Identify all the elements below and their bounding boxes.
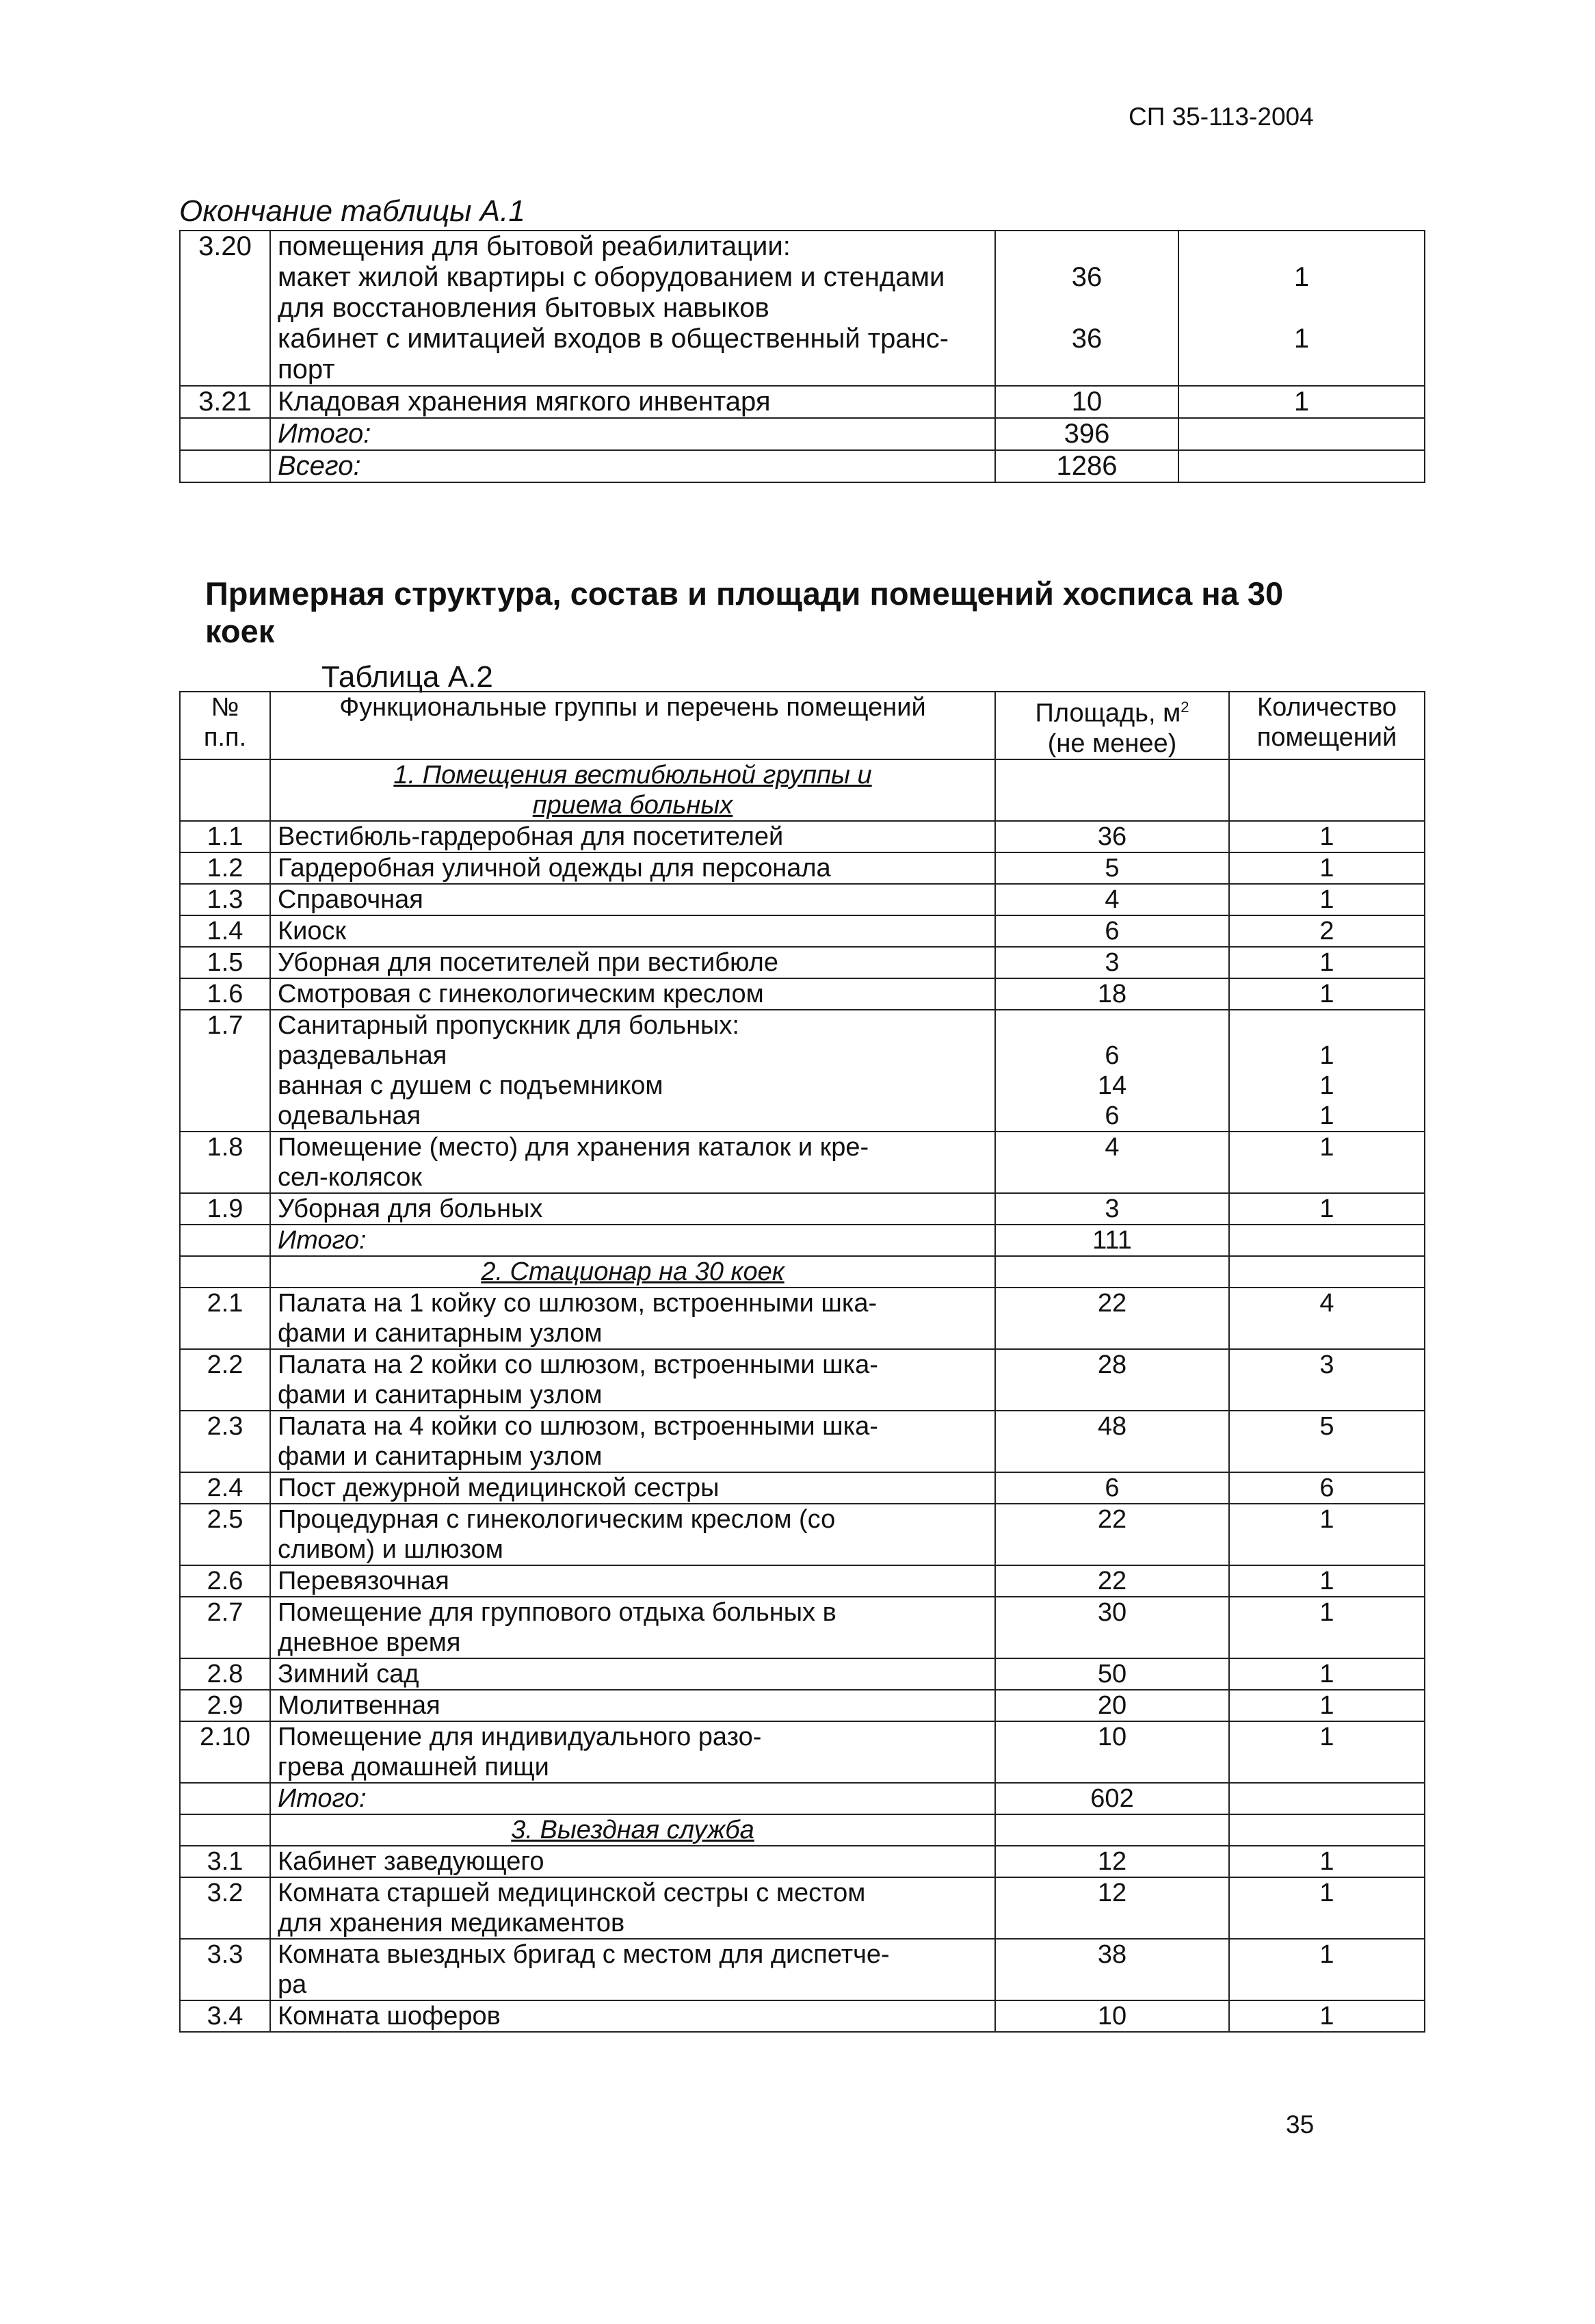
cell-line: 14 xyxy=(1097,1071,1127,1100)
cell-line: для восстановления бытовых навыков xyxy=(278,293,769,323)
cell-line: 4 xyxy=(1105,1132,1120,1162)
empty-cell xyxy=(995,1814,1229,1846)
empty-cell xyxy=(995,1256,1229,1288)
row-number: 3.1 xyxy=(180,1846,270,1877)
room-count xyxy=(1229,1565,1425,1597)
room-area xyxy=(995,1411,1229,1472)
cell-line: раздевальная xyxy=(278,1041,447,1070)
cell-line: 48 xyxy=(1097,1411,1127,1441)
cell-line: 20 xyxy=(1097,1690,1127,1720)
cell-line xyxy=(996,1628,1228,1658)
cell-line: 12 xyxy=(1097,1878,1127,1907)
cell-line: Зимний сад xyxy=(278,1659,419,1688)
cell-line: 1 xyxy=(1293,387,1310,417)
cell-line xyxy=(1230,1628,1424,1658)
room-name xyxy=(270,1349,995,1411)
room-area xyxy=(995,1721,1229,1783)
room-area xyxy=(995,231,1178,386)
row-number: 2.6 xyxy=(180,1565,270,1597)
empty-cell xyxy=(180,418,270,450)
cell-line xyxy=(1179,354,1424,385)
table-row xyxy=(180,1690,1425,1721)
room-count xyxy=(1229,1690,1425,1721)
grand-total-row xyxy=(180,450,1425,482)
table-row xyxy=(180,2000,1425,2032)
empty-cell xyxy=(1229,1225,1425,1256)
cell-line xyxy=(1230,1752,1424,1782)
room-name xyxy=(270,231,995,386)
room-count xyxy=(1229,2000,1425,2032)
row-number: 3.20 xyxy=(180,231,270,386)
room-count xyxy=(1229,821,1425,852)
table-row xyxy=(180,884,1425,915)
cell-line: Вестибюль-гардеробная для посетителей xyxy=(278,822,784,851)
row-number: 2.2 xyxy=(180,1349,270,1411)
table-a1-continuation-caption: Окончание таблицы А.1 xyxy=(179,194,525,228)
cell-line: 12 xyxy=(1097,1846,1127,1876)
cell-line: 1 xyxy=(1319,1878,1334,1907)
cell-line: 4 xyxy=(1105,885,1120,914)
room-name xyxy=(270,1411,995,1472)
cell-line: Гардеробная уличной одежды для персонала xyxy=(278,853,831,883)
cell-line: 6 xyxy=(1105,916,1120,945)
subtotal-row xyxy=(180,1225,1425,1256)
room-count xyxy=(1229,1721,1425,1783)
cell-line: 6 xyxy=(1105,1101,1120,1130)
row-number: 1.6 xyxy=(180,978,270,1010)
room-area xyxy=(995,1472,1229,1504)
cell-line: 3 xyxy=(1105,1194,1120,1223)
cell-line: для хранения медикаментов xyxy=(278,1908,625,1937)
cell-line xyxy=(1230,1318,1424,1348)
room-name xyxy=(270,1846,995,1877)
cell-line: 1 xyxy=(1319,1504,1334,1534)
table-a1-end xyxy=(179,230,1425,483)
cell-line xyxy=(1230,1908,1424,1938)
cell-line: 1 xyxy=(1293,324,1310,354)
room-count xyxy=(1229,1877,1425,1939)
row-number: 2.5 xyxy=(180,1504,270,1565)
header-num: № п.п. xyxy=(180,692,270,759)
cell-line xyxy=(1230,1380,1424,1410)
cell-line: Перевязочная xyxy=(278,1566,449,1595)
room-count xyxy=(1178,231,1425,386)
table-row xyxy=(180,1472,1425,1504)
room-area xyxy=(995,1565,1229,1597)
empty-cell xyxy=(180,1225,270,1256)
cell-line: Уборная для больных xyxy=(278,1194,543,1223)
group-title: 3. Выездная служба xyxy=(270,1814,995,1846)
room-name xyxy=(270,1288,995,1349)
cell-line: Помещение для группового отдыха больных в xyxy=(278,1597,836,1627)
cell-line xyxy=(996,293,1178,324)
room-name xyxy=(270,978,995,1010)
cell-line: 1 xyxy=(1319,1846,1334,1876)
cell-line: 1 xyxy=(1319,1041,1334,1070)
cell-line: Комната шоферов xyxy=(278,2001,501,2031)
cell-line: 1 xyxy=(1319,853,1334,883)
cell-line xyxy=(996,1535,1228,1565)
cell-line xyxy=(996,1908,1228,1938)
cell-line: ванная с душем с подъемником xyxy=(278,1071,663,1100)
room-count xyxy=(1229,1472,1425,1504)
room-area xyxy=(995,852,1229,884)
cell-line: 1 xyxy=(1319,1690,1334,1720)
room-name xyxy=(270,852,995,884)
cell-line: 1 xyxy=(1319,1194,1334,1223)
table-row xyxy=(180,1349,1425,1411)
row-number: 2.3 xyxy=(180,1411,270,1472)
table-row xyxy=(180,386,1425,418)
room-name xyxy=(270,1132,995,1193)
cell-line xyxy=(996,231,1178,262)
table-row xyxy=(180,1877,1425,1939)
room-count xyxy=(1229,1288,1425,1349)
room-count xyxy=(1229,1597,1425,1658)
cell-line: 1 xyxy=(1319,1722,1334,1751)
cell-line: 50 xyxy=(1097,1659,1127,1688)
room-area xyxy=(995,947,1229,978)
cell-line: 10 xyxy=(1097,1722,1127,1751)
table-row xyxy=(180,1411,1425,1472)
cell-line xyxy=(996,1380,1228,1410)
cell-line xyxy=(996,1318,1228,1348)
cell-line: 36 xyxy=(1071,324,1103,354)
page-number: 35 xyxy=(1286,2111,1315,2139)
cell-line: Палата на 4 койки со шлюзом, встроенными шка- xyxy=(278,1411,878,1441)
table-row xyxy=(180,1846,1425,1877)
empty-cell xyxy=(180,450,270,482)
cell-line xyxy=(1179,231,1424,262)
row-number: 2.7 xyxy=(180,1597,270,1658)
cell-line: Справочная xyxy=(278,885,423,914)
table-header-row xyxy=(180,692,1425,759)
table-row xyxy=(180,1010,1425,1132)
cell-line: 10 xyxy=(1097,2001,1127,2031)
total-label: Всего: xyxy=(270,450,995,482)
row-number: 2.4 xyxy=(180,1472,270,1504)
row-number: 1.7 xyxy=(180,1010,270,1132)
room-name xyxy=(270,1721,995,1783)
empty-cell xyxy=(180,1783,270,1814)
room-area xyxy=(995,915,1229,947)
room-name xyxy=(270,1472,995,1504)
room-name xyxy=(270,947,995,978)
cell-line: 1 xyxy=(1319,1597,1334,1627)
cell-line: 1 xyxy=(1319,1071,1334,1100)
table-row xyxy=(180,231,1425,386)
cell-line: грева домашней пищи xyxy=(278,1752,549,1781)
group-title: 2. Стационар на 30 коек xyxy=(270,1256,995,1288)
room-name xyxy=(270,386,995,418)
row-number: 3.2 xyxy=(180,1877,270,1939)
table-row xyxy=(180,1288,1425,1349)
cell-line: Пост дежурной медицинской сестры xyxy=(278,1473,720,1502)
cell-line: 5 xyxy=(1105,853,1120,883)
room-area xyxy=(995,1132,1229,1193)
group-title-row xyxy=(180,1256,1425,1288)
table-row xyxy=(180,978,1425,1010)
table-row xyxy=(180,1939,1425,2000)
empty-cell xyxy=(1229,759,1425,821)
row-number: 1.9 xyxy=(180,1193,270,1225)
room-count xyxy=(1229,1010,1425,1132)
cell-line: 22 xyxy=(1097,1566,1127,1595)
room-area xyxy=(995,1504,1229,1565)
cell-line: фами и санитарным узлом xyxy=(278,1318,603,1348)
total-value: 111 xyxy=(995,1225,1229,1256)
room-name xyxy=(270,1193,995,1225)
cell-line: 1 xyxy=(1319,2001,1334,2031)
cell-line xyxy=(996,354,1178,385)
cell-line: Комната выездных бригад с местом для диспетче- xyxy=(278,1940,890,1969)
cell-line: 6 xyxy=(1105,1041,1120,1070)
table-row xyxy=(180,852,1425,884)
cell-line xyxy=(996,1970,1228,2000)
row-number: 2.8 xyxy=(180,1658,270,1690)
table-row xyxy=(180,1132,1425,1193)
table-row xyxy=(180,1597,1425,1658)
table-row xyxy=(180,915,1425,947)
room-name xyxy=(270,1504,995,1565)
cell-line: Палата на 1 койку со шлюзом, встроенными шка- xyxy=(278,1288,878,1318)
row-number: 1.8 xyxy=(180,1132,270,1193)
cell-line xyxy=(996,1162,1228,1192)
cell-line: 6 xyxy=(1319,1473,1334,1502)
room-area xyxy=(995,1877,1229,1939)
cell-line: 1 xyxy=(1319,979,1334,1008)
cell-line xyxy=(996,1010,1228,1041)
cell-line: одевальная xyxy=(278,1101,421,1130)
room-count xyxy=(1229,1349,1425,1411)
empty-cell xyxy=(180,1256,270,1288)
room-area xyxy=(995,1349,1229,1411)
room-name xyxy=(270,1658,995,1690)
room-area xyxy=(995,386,1178,418)
row-number: 2.1 xyxy=(180,1288,270,1349)
table-a2-caption: Таблица А.2 xyxy=(321,660,493,694)
group-title-row xyxy=(180,759,1425,821)
room-area xyxy=(995,884,1229,915)
row-number: 3.4 xyxy=(180,2000,270,2032)
cell-line: 1 xyxy=(1319,1132,1334,1162)
total-value: 1286 xyxy=(995,450,1178,482)
room-count xyxy=(1229,1504,1425,1565)
room-name xyxy=(270,1690,995,1721)
room-name xyxy=(270,915,995,947)
cell-line: кабинет с имитацией входов в общественный транс- xyxy=(278,324,949,354)
cell-line: 3 xyxy=(1105,948,1120,977)
room-name xyxy=(270,1597,995,1658)
cell-line: Уборная для посетителей при вестибюле xyxy=(278,948,778,977)
cell-line xyxy=(1230,1970,1424,2000)
table-row xyxy=(180,1565,1425,1597)
cell-line xyxy=(1230,1441,1424,1472)
table-row xyxy=(180,1658,1425,1690)
room-name xyxy=(270,1010,995,1132)
room-name xyxy=(270,1939,995,2000)
cell-line: 36 xyxy=(1097,822,1127,851)
cell-line: 1 xyxy=(1319,1101,1334,1130)
table-a2 xyxy=(179,691,1425,2033)
table-row xyxy=(180,1193,1425,1225)
cell-line: Смотровая с гинекологическим креслом xyxy=(278,979,764,1008)
row-number: 2.9 xyxy=(180,1690,270,1721)
empty-cell xyxy=(1178,418,1425,450)
cell-line: 2 xyxy=(1319,916,1334,945)
total-label: Итого: xyxy=(270,1783,995,1814)
room-name xyxy=(270,1877,995,1939)
total-label: Итого: xyxy=(270,418,995,450)
table-row xyxy=(180,1504,1425,1565)
row-number: 1.5 xyxy=(180,947,270,978)
cell-line: помещения для бытовой реабилитации: xyxy=(278,231,791,261)
room-area xyxy=(995,1690,1229,1721)
room-count xyxy=(1229,1132,1425,1193)
cell-line xyxy=(1230,1162,1424,1192)
cell-line: ра xyxy=(278,1970,307,1999)
header-area: Площадь, $м^2$ (не менее) xyxy=(995,692,1229,759)
cell-line: 1 xyxy=(1319,885,1334,914)
empty-cell xyxy=(995,759,1229,821)
row-number: 3.21 xyxy=(180,386,270,418)
subtotal-row xyxy=(180,1783,1425,1814)
table-row xyxy=(180,947,1425,978)
cell-line: Процедурная с гинекологическим креслом (со xyxy=(278,1504,836,1534)
cell-line: Кладовая хранения мягкого инвентаря xyxy=(278,387,771,417)
group-title-row xyxy=(180,1814,1425,1846)
total-label: Итого: xyxy=(270,1225,995,1256)
room-area xyxy=(995,1846,1229,1877)
table-row xyxy=(180,1721,1425,1783)
cell-line: 1 xyxy=(1319,1659,1334,1688)
group-title: 1. Помещения вестибюльной группы и приема больных xyxy=(270,759,995,821)
cell-line: Помещение (место) для хранения каталок и кре- xyxy=(278,1132,869,1162)
room-count xyxy=(1229,1846,1425,1877)
cell-line: 1 xyxy=(1293,262,1310,292)
cell-line xyxy=(1230,1010,1424,1041)
room-name xyxy=(270,1565,995,1597)
header-count: Количество помещений xyxy=(1229,692,1425,759)
room-area xyxy=(995,821,1229,852)
cell-line: Помещение для индивидуального разо- xyxy=(278,1722,762,1751)
subtotal-row xyxy=(180,418,1425,450)
cell-line: Кабинет заведующего xyxy=(278,1846,544,1876)
cell-line: 3 xyxy=(1319,1350,1334,1379)
cell-line: 36 xyxy=(1071,262,1103,292)
cell-line: 1 xyxy=(1319,822,1334,851)
room-count xyxy=(1229,1939,1425,2000)
cell-line: Санитарный пропускник для больных: xyxy=(278,1010,739,1040)
cell-line: 22 xyxy=(1097,1288,1127,1318)
cell-line: 1 xyxy=(1319,1940,1334,1969)
room-name xyxy=(270,821,995,852)
room-count xyxy=(1229,1411,1425,1472)
row-number: 1.3 xyxy=(180,884,270,915)
room-area xyxy=(995,1288,1229,1349)
empty-cell xyxy=(1229,1783,1425,1814)
room-name xyxy=(270,2000,995,2032)
cell-line: 6 xyxy=(1105,1473,1120,1502)
cell-line: 5 xyxy=(1319,1411,1334,1441)
cell-line xyxy=(996,1441,1228,1472)
cell-line: порт xyxy=(278,354,335,384)
unit-superscript: 2 xyxy=(1181,698,1189,716)
cell-line: Комната старшей медицинской сестры с местом xyxy=(278,1878,866,1907)
cell-line: 4 xyxy=(1319,1288,1334,1318)
section-title: Примерная структура, состав и площади помещений хосписа на 30 коек xyxy=(205,575,1284,649)
cell-line: Палата на 2 койки со шлюзом, встроенными шка- xyxy=(278,1350,878,1379)
cell-line: 1 xyxy=(1319,1566,1334,1595)
cell-line: 28 xyxy=(1097,1350,1127,1379)
cell-line xyxy=(996,1752,1228,1782)
empty-cell xyxy=(1178,450,1425,482)
cell-line: 18 xyxy=(1097,979,1127,1008)
room-count xyxy=(1229,852,1425,884)
room-count xyxy=(1229,884,1425,915)
room-area xyxy=(995,2000,1229,2032)
empty-cell xyxy=(180,759,270,821)
header-name: Функциональные группы и перечень помещений xyxy=(270,692,995,759)
document-code: СП 35-113-2004 xyxy=(1129,103,1314,131)
room-area xyxy=(995,1193,1229,1225)
cell-line: сел-колясок xyxy=(278,1162,422,1192)
cell-line xyxy=(1179,293,1424,324)
room-area xyxy=(995,1010,1229,1132)
row-number: 1.4 xyxy=(180,915,270,947)
room-count xyxy=(1229,1193,1425,1225)
room-count xyxy=(1229,915,1425,947)
cell-line: фами и санитарным узлом xyxy=(278,1441,603,1471)
room-count xyxy=(1178,386,1425,418)
room-area xyxy=(995,1658,1229,1690)
row-number: 1.2 xyxy=(180,852,270,884)
cell-line xyxy=(1230,1535,1424,1565)
room-area xyxy=(995,978,1229,1010)
empty-cell xyxy=(1229,1814,1425,1846)
room-count xyxy=(1229,1658,1425,1690)
empty-cell xyxy=(1229,1256,1425,1288)
cell-line: макет жилой квартиры с оборудованием и стендами xyxy=(278,262,945,292)
cell-line: 30 xyxy=(1097,1597,1127,1627)
cell-line: 22 xyxy=(1097,1504,1127,1534)
table-row xyxy=(180,821,1425,852)
cell-line: 10 xyxy=(1071,387,1103,417)
room-area xyxy=(995,1597,1229,1658)
total-value: 396 xyxy=(995,418,1178,450)
cell-line: дневное время xyxy=(278,1628,461,1657)
cell-line: Молитвенная xyxy=(278,1690,440,1720)
cell-line: 38 xyxy=(1097,1940,1127,1969)
cell-line: фами и санитарным узлом xyxy=(278,1380,603,1409)
room-count xyxy=(1229,947,1425,978)
cell-line: сливом) и шлюзом xyxy=(278,1535,503,1564)
total-value: 602 xyxy=(995,1783,1229,1814)
cell-line: 1 xyxy=(1319,948,1334,977)
cell-line: Киоск xyxy=(278,916,347,945)
row-number: 1.1 xyxy=(180,821,270,852)
empty-cell xyxy=(180,1814,270,1846)
room-area xyxy=(995,1939,1229,2000)
row-number: 3.3 xyxy=(180,1939,270,2000)
room-name xyxy=(270,884,995,915)
room-count xyxy=(1229,978,1425,1010)
row-number: 2.10 xyxy=(180,1721,270,1783)
